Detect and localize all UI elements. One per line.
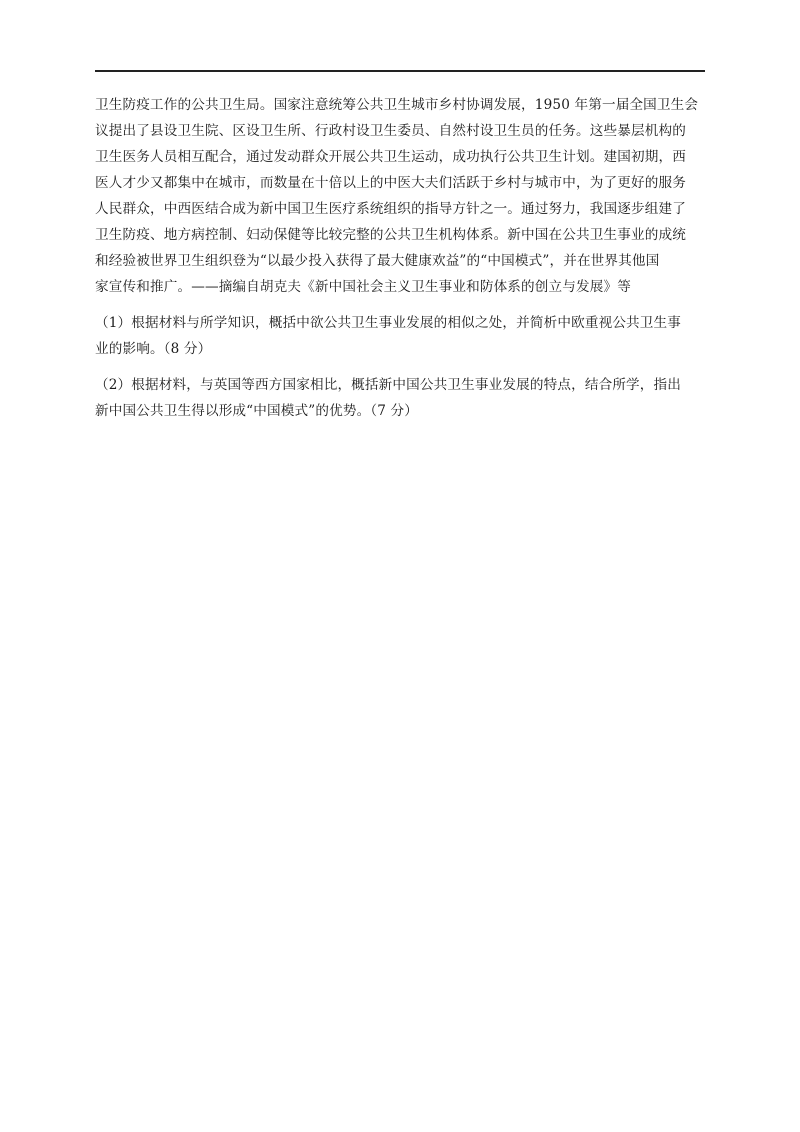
- material-line: 卫生医务人员相互配合，通过发动群众开展公共卫生运动，成功执行公共卫生计划。建国初期，西: [95, 149, 686, 165]
- material-line: 家宣传和推广。——摘编自胡克夫《新中国社会主义卫生事业和防体系的创立与发展》等: [95, 279, 632, 295]
- question-line: 业的影响。（8 分）: [95, 341, 212, 357]
- material-line: 和经验被世界卫生组织登为“以最少投入获得了最大健康欢益”的“中国模式”，并在世界其他国: [95, 253, 660, 269]
- material-line: 人民群众，中西医结合成为新中国卫生医疗系统组织的指导方针之一。通过努力，我国逐步组建了: [95, 201, 686, 217]
- question-line: （1）根据材料与所学知识，概括中欲公共卫生事业发展的相似之处，并简析中欧重视公共卫生事: [95, 315, 682, 331]
- document-content: [95, 92, 707, 424]
- question-line: 新中国公共卫生得以形成“中国模式”的优势。（7 分）: [95, 403, 419, 419]
- material-line: 卫生防疫、地方病控制、妇动保健等比较完整的公共卫生机构体系。新中国在公共卫生事业的成统: [95, 227, 686, 243]
- material-line: 卫生防疫工作的公共卫生局。国家注意统筹公共卫生城市乡村协调发展，1950 年第一届全国卫生会: [95, 97, 699, 113]
- question-line: （2）根据材料，与英国等西方国家相比，概括新中国公共卫生事业发展的特点，结合所学，指出: [95, 377, 682, 393]
- header-rule: [95, 70, 705, 72]
- material-line: 医人才少又都集中在城市，而数量在十倍以上的中医大夫们活跃于乡村与城市中，为了更好的服务: [95, 175, 686, 191]
- material-line: 议提出了县设卫生院、区设卫生所、行政村设卫生委员、自然村设卫生员的任务。这些暴层机构的: [95, 123, 686, 139]
- question-2: [95, 372, 707, 424]
- material-paragraph: [95, 92, 707, 300]
- question-1: [95, 310, 707, 362]
